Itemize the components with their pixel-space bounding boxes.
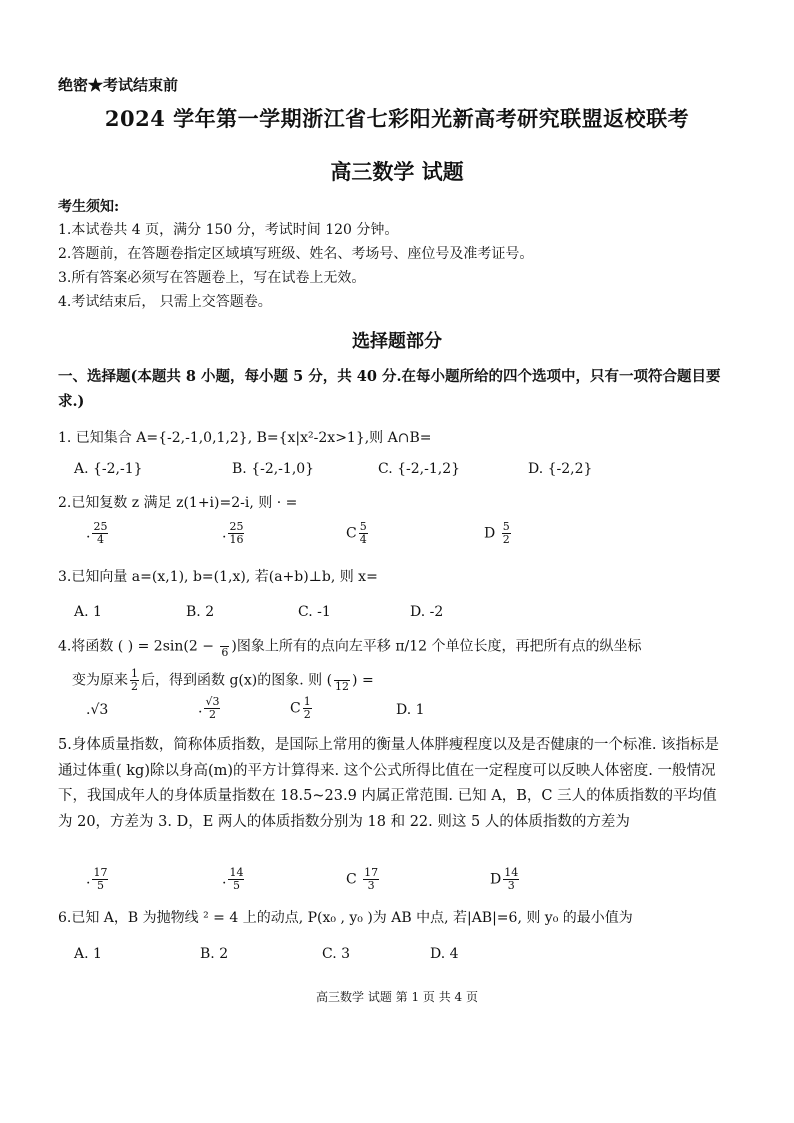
question-2-stem: 2.已知复数 z 满足 z(1+i)=2-i, 则 · =	[58, 495, 298, 511]
notice-item: 2.答题前，在答题卷指定区域填写班级、姓名、考场号、座位号及准考证号。	[58, 246, 534, 262]
question-1-option-b: B. {-2,-1,0}	[232, 461, 315, 477]
question-6-option-c: C. 3	[322, 946, 351, 962]
question-2-option-c: C $\frac{5}{4}$	[346, 520, 367, 546]
question-6-option-a: A. 1	[74, 946, 102, 962]
question-5-text: 5.身体质量指数，简称体质指数，是国际上常用的衡量人体胖瘦程度以及是否健康的一个标准. 该指标是通过体重( kg)除以身高(m)的平方计算得来. 这个公式所得比值在一定程度可以反映人体密度. 一般情况下，我国成年人的身体质量指数在 18.5~23.9 内属正常范围. 已知 A，B，C 三人的体质指数的平均值为 20，方差为 3. D，E 两人的体质指数分别为 18 和 22. 则这 5 人的体质指数的方差为	[58, 737, 720, 830]
question-3-option-d: D. -2	[410, 604, 444, 620]
question-6-stem: 6.已知 A，B 为抛物线 ² = 4 上的动点, P(x₀ , y₀ )为 AB 中点, 若|AB|=6, 则 y₀ 的最小值为	[58, 910, 633, 926]
notice-heading: 考生须知:	[58, 199, 120, 215]
exam-title: 2024 学年第一学期浙江省七彩阳光新高考研究联盟返校联考	[104, 106, 690, 131]
question-1-option-d: D. {-2,2}	[528, 461, 593, 477]
question-6-option-d: D. 4	[430, 946, 459, 962]
question-3-option-b: B. 2	[186, 604, 215, 620]
question-3-option-c: C. -1	[298, 604, 331, 620]
question-1-option-a: A. {-2,-1}	[74, 461, 143, 477]
question-5-option-a: . $\frac{17}{5}$	[86, 866, 108, 892]
notice-item: 3.所有答案必须写在答题卷上，写在试卷上无效。	[58, 270, 366, 286]
question-4-option-a: .√3	[86, 702, 109, 718]
notice-item: 1.本试卷共 4 页，满分 150 分，考试时间 120 分钟。	[58, 222, 399, 238]
question-3-stem: 3.已知向量 a=(x,1), b=(1,x), 若(a+b)⊥b, 则 x=	[58, 569, 378, 585]
question-5-option-d: D $\frac{14}{3}$	[490, 866, 519, 892]
question-4-option-c: C $\frac{1}{2}$	[290, 695, 311, 721]
question-5-option-b: . $\frac{14}{5}$	[222, 866, 244, 892]
question-4-stem-line-1: 4.将函数 ( ) = 2sin(2 − 6 )图象上所有的点向左平移 π/12 个单位长度，再把所有点的纵坐标	[58, 634, 642, 659]
confidential-label: 绝密★考试结束前	[58, 76, 179, 94]
question-4-option-d: D. 1	[396, 702, 425, 718]
section-title: 选择题部分	[352, 331, 442, 352]
question-2-option-b: . $\frac{25}{16}$	[222, 520, 244, 546]
question-6-option-b: B. 2	[200, 946, 229, 962]
section-instruction: 一、选择题(本题共 8 小题，每小题 5 分，共 40 分.在每小题所给的四个选项中，只有一项符合题目要求.)	[58, 368, 721, 410]
page-footer: 高三数学 试题 第 1 页 共 4 页	[316, 990, 478, 1004]
exam-subtitle: 高三数学 试题	[330, 159, 464, 184]
question-2-option-d: D $\frac{5}{2}$	[484, 520, 510, 546]
question-3-option-a: A. 1	[74, 604, 102, 620]
notice-item: 4.考试结束后， 只需上交答题卷。	[58, 294, 272, 310]
question-1-option-c: C. {-2,-1,2}	[378, 461, 461, 477]
question-4-stem-line-2: 变为原来 $\frac{1}{2}$ 后，得到函数 g(x)的图象. 则 ( 12 ) =	[72, 667, 374, 693]
question-2-option-a: . $\frac{25}{4}$	[86, 520, 108, 546]
question-1-stem: 1. 已知集合 A={-2,-1,0,1,2}, B={x|x²-2x>1},则 A∩B=	[58, 430, 432, 446]
question-5-option-c: C $\frac{17}{3}$	[346, 866, 379, 892]
question-4-option-b: . $\frac{√3}{2}$	[198, 695, 220, 721]
